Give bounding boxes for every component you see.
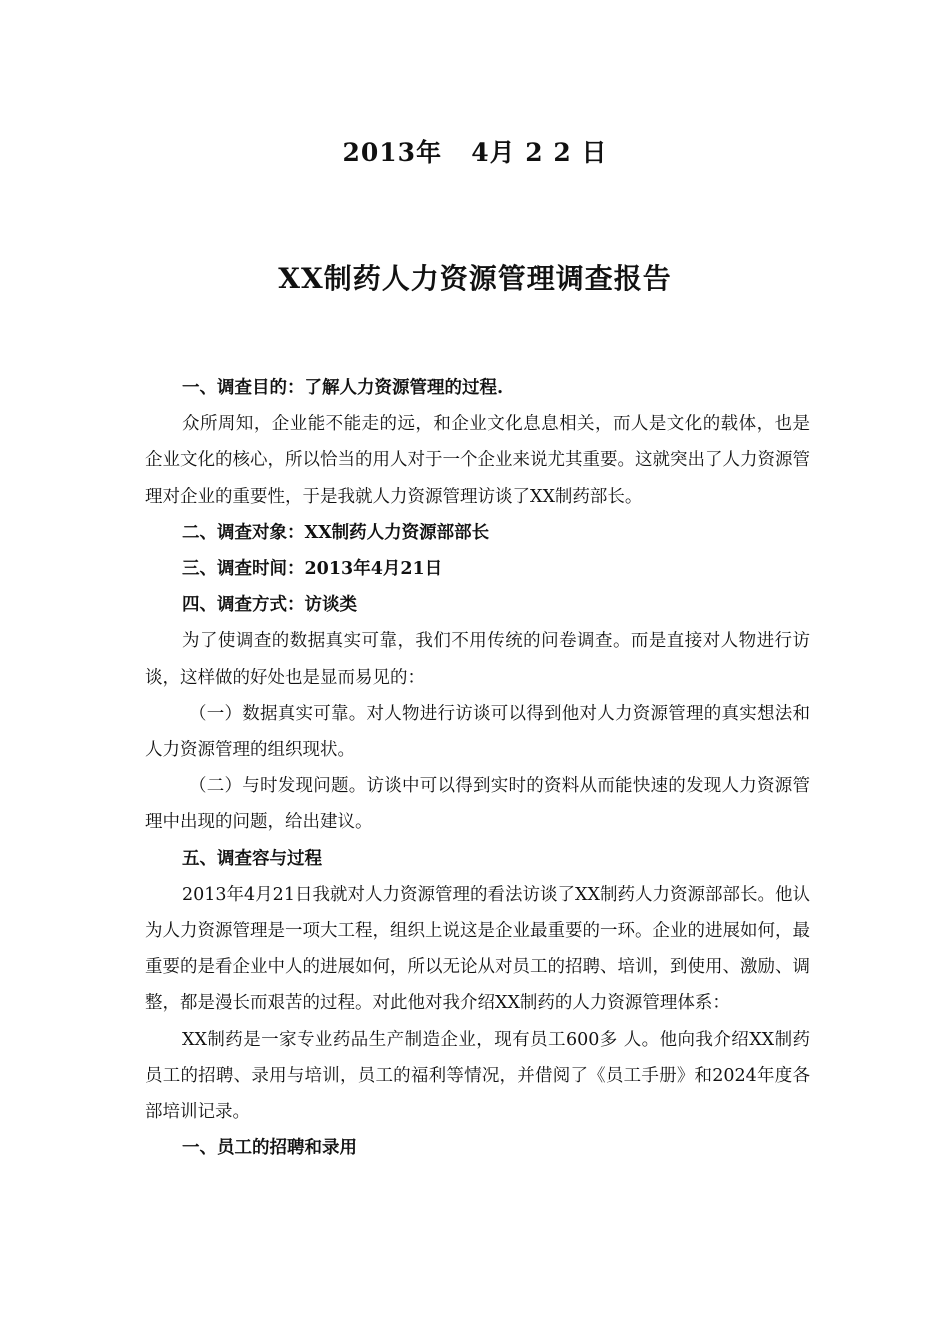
section-content-heading: 五、调查容与过程 — [182, 848, 322, 869]
section-object-heading: 二、调查对象：XX制药人力资源部部长 — [182, 522, 490, 543]
section-method-text: 为了使调查的数据真实可靠，我们不用传统的问卷调查。而是直接对人物进行访谈，这样做的好处也是显而易见的： — [145, 631, 810, 688]
report-body — [145, 370, 810, 1166]
section-method-heading: 四、调查方式：访谈类 — [182, 595, 357, 616]
section-purpose-text: 众所周知，企业能不能走的远，和企业文化息息相关，而人是文化的载体，也是企业文化的核心，所以恰当的用人对于一个企业来说尤其重要。这就突出了人力资源管理对企业的重要性，于是我就人力资源管理访谈了XX制药部长。 — [145, 414, 810, 507]
report-title: XX制药人力资源管理调查报告 — [278, 262, 672, 295]
section-content-text-1: 2013年4月21日我就对人力资源管理的看法访谈了XX制药人力资源部部长。他认为人力资源管理是一项大工程，组织上说这是企业最重要的一环。企业的进展如何，最重要的是看企业中人的进展如何，所以无论从对员工的招聘、培训，到使用、激励、调整，都是漫长而艰苦的过程。对此他对我介绍XX制药的人力资源管理体系： — [145, 884, 810, 1014]
section-recruit-heading: 一、员工的招聘和录用 — [182, 1138, 357, 1159]
method-point-2: （二）与时发现问题。访谈中可以得到实时的资料从而能快速的发现人力资源管理中出现的问题，给出建议。 — [145, 776, 810, 833]
section-time-heading: 三、调查时间：2013年4月21日 — [182, 559, 443, 580]
method-point-1: （一）数据真实可靠。对人物进行访谈可以得到他对人力资源管理的真实想法和人力资源管理的组织现状。 — [145, 703, 810, 761]
section-purpose-heading: 一、调查目的：了解人力资源管理的过程. — [182, 378, 504, 398]
section-content-text-2: XX制药是一家专业药品生产制造企业，现有员工600多 人。他向我介绍XX制药员工的招聘、录用与培训，员工的福利等情况，并借阅了《员工手册》和2024年度各部培训记录。 — [145, 1029, 810, 1123]
report-date: 2013年 4月 2 2 日 — [342, 138, 608, 167]
